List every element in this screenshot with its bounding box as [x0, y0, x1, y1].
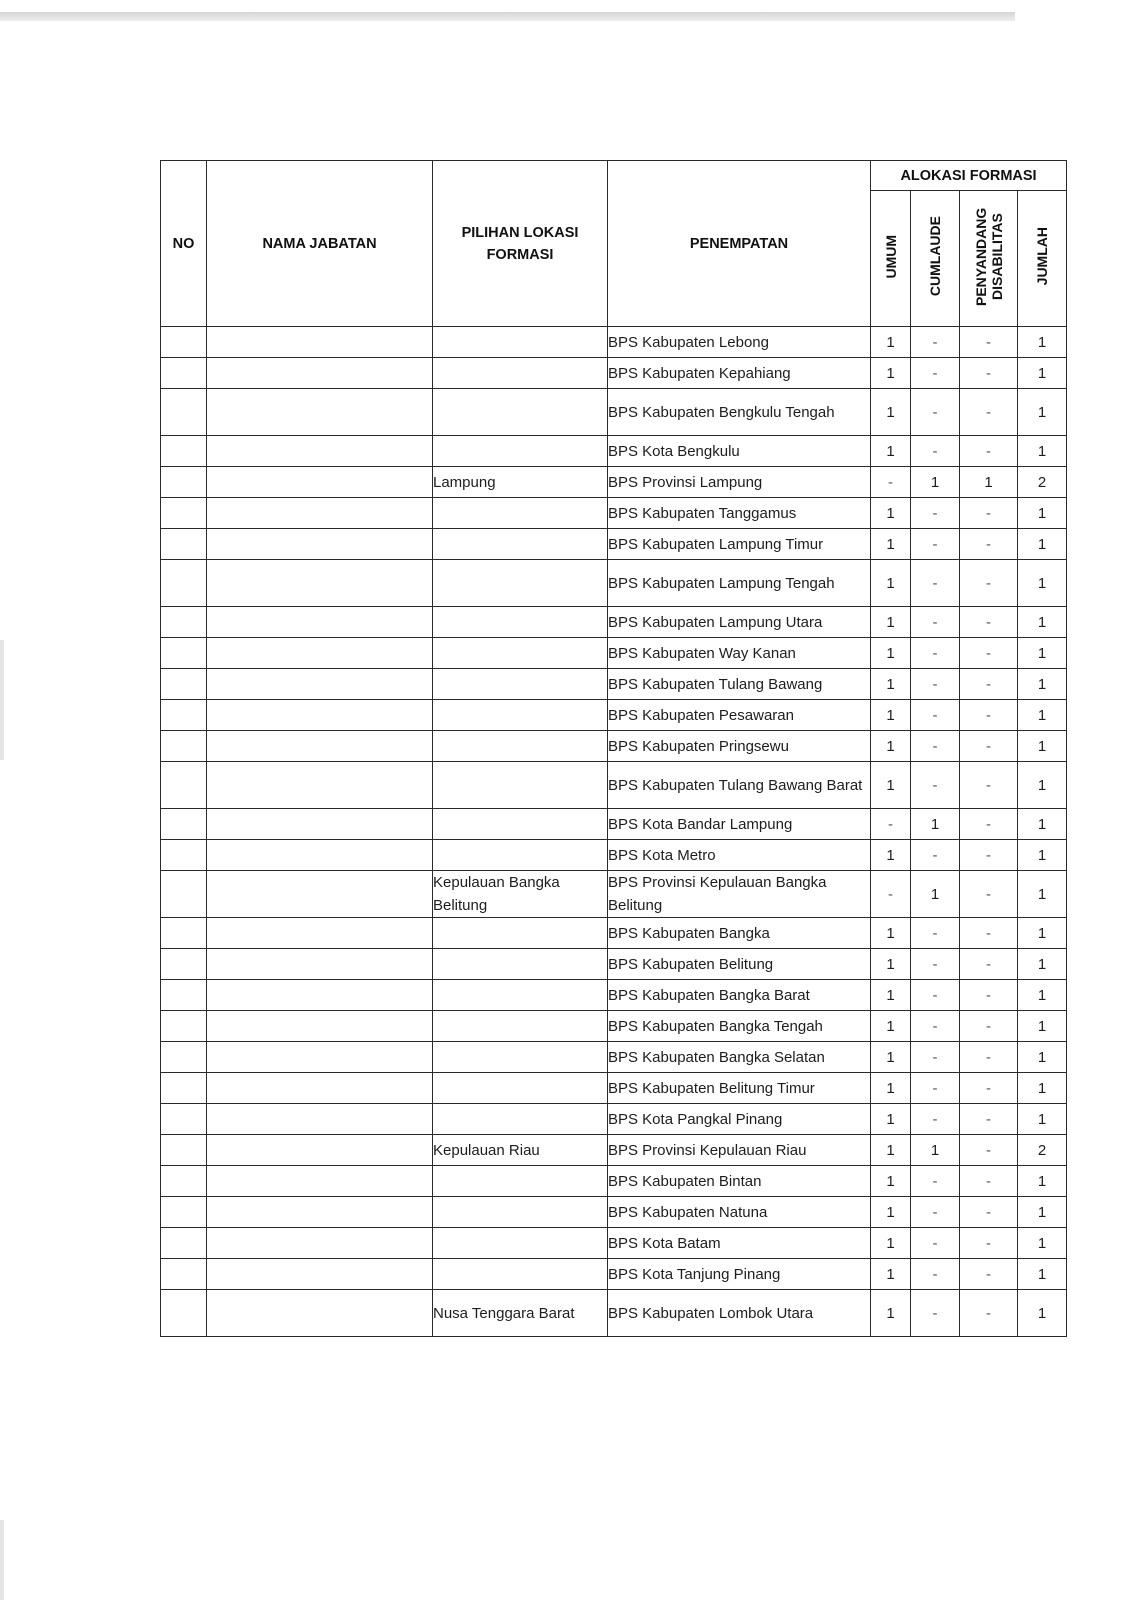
disabilitas-cell: -: [960, 980, 1018, 1011]
nama-jabatan-cell: [207, 1166, 433, 1197]
jumlah-cell: 1: [1018, 840, 1067, 871]
no-cell: [161, 467, 207, 498]
pilihan-lokasi-cell: [433, 840, 608, 871]
penempatan-cell: BPS Kota Batam: [608, 1228, 871, 1259]
cumlaude-cell: 1: [911, 1135, 960, 1166]
disabilitas-cell: -: [960, 1042, 1018, 1073]
nama-jabatan-cell: [207, 1135, 433, 1166]
umum-cell: 1: [871, 731, 911, 762]
disabilitas-cell: 1: [960, 467, 1018, 498]
cumlaude-cell: -: [911, 1197, 960, 1228]
header-disabilitas-cell: [960, 191, 1018, 327]
no-cell: [161, 1042, 207, 1073]
cumlaude-cell: -: [911, 389, 960, 436]
pilihan-lokasi-cell: [433, 498, 608, 529]
nama-jabatan-cell: [207, 871, 433, 918]
disabilitas-cell: -: [960, 1259, 1018, 1290]
header-penempatan: PENEMPATAN: [608, 161, 871, 327]
umum-cell: 1: [871, 1228, 911, 1259]
no-cell: [161, 809, 207, 840]
header-cumlaude-cell: [911, 191, 960, 327]
jumlah-cell: 1: [1018, 1073, 1067, 1104]
table-row: [161, 1135, 1067, 1166]
jumlah-cell: 1: [1018, 949, 1067, 980]
penempatan-cell: BPS Kota Bandar Lampung: [608, 809, 871, 840]
no-cell: [161, 1259, 207, 1290]
scan-edge-top: [0, 12, 1015, 21]
penempatan-cell: BPS Provinsi Kepulauan Bangka Belitung: [608, 871, 871, 918]
no-cell: [161, 529, 207, 560]
cumlaude-cell: -: [911, 498, 960, 529]
pilihan-lokasi-cell: [433, 1042, 608, 1073]
pilihan-lokasi-cell: [433, 436, 608, 467]
disabilitas-cell: -: [960, 529, 1018, 560]
penempatan-cell: BPS Kabupaten Natuna: [608, 1197, 871, 1228]
penempatan-cell: BPS Kabupaten Bintan: [608, 1166, 871, 1197]
pilihan-lokasi-cell: [433, 1011, 608, 1042]
no-cell: [161, 389, 207, 436]
jumlah-cell: 1: [1018, 1259, 1067, 1290]
jumlah-cell: 1: [1018, 638, 1067, 669]
no-cell: [161, 980, 207, 1011]
disabilitas-cell: -: [960, 389, 1018, 436]
penempatan-cell: BPS Kabupaten Bangka: [608, 918, 871, 949]
pilihan-lokasi-cell: [433, 1259, 608, 1290]
no-cell: [161, 1011, 207, 1042]
jumlah-cell: 1: [1018, 529, 1067, 560]
nama-jabatan-cell: [207, 327, 433, 358]
nama-jabatan-cell: [207, 560, 433, 607]
nama-jabatan-cell: [207, 1073, 433, 1104]
penempatan-cell: BPS Kabupaten Lampung Utara: [608, 607, 871, 638]
disabilitas-cell: -: [960, 669, 1018, 700]
no-cell: [161, 871, 207, 918]
umum-cell: 1: [871, 529, 911, 560]
table-body: [161, 327, 1067, 1337]
cumlaude-cell: -: [911, 1042, 960, 1073]
jumlah-cell: 1: [1018, 980, 1067, 1011]
umum-cell: -: [871, 467, 911, 498]
cumlaude-cell: -: [911, 529, 960, 560]
table-row: [161, 1290, 1067, 1337]
pilihan-lokasi-cell: [433, 762, 608, 809]
umum-cell: 1: [871, 327, 911, 358]
umum-cell: 1: [871, 1135, 911, 1166]
disabilitas-cell: -: [960, 1228, 1018, 1259]
nama-jabatan-cell: [207, 529, 433, 560]
umum-cell: 1: [871, 389, 911, 436]
disabilitas-cell: -: [960, 762, 1018, 809]
disabilitas-cell: -: [960, 1135, 1018, 1166]
table-row: [161, 529, 1067, 560]
jumlah-cell: 1: [1018, 1166, 1067, 1197]
table-row: [161, 918, 1067, 949]
pilihan-lokasi-cell: [433, 1197, 608, 1228]
disabilitas-cell: -: [960, 840, 1018, 871]
table-row: [161, 560, 1067, 607]
penempatan-cell: BPS Kabupaten Lombok Utara: [608, 1290, 871, 1337]
pilihan-lokasi-cell: Kepulauan Bangka Belitung: [433, 871, 608, 918]
no-cell: [161, 1166, 207, 1197]
cumlaude-cell: -: [911, 358, 960, 389]
header-pilihan-lokasi: PILIHAN LOKASI FORMASI: [433, 161, 608, 327]
penempatan-cell: BPS Kabupaten Bangka Tengah: [608, 1011, 871, 1042]
umum-cell: 1: [871, 1104, 911, 1135]
nama-jabatan-cell: [207, 700, 433, 731]
cumlaude-cell: -: [911, 918, 960, 949]
cumlaude-cell: -: [911, 762, 960, 809]
penempatan-cell: BPS Provinsi Kepulauan Riau: [608, 1135, 871, 1166]
umum-cell: 1: [871, 1073, 911, 1104]
nama-jabatan-cell: [207, 467, 433, 498]
header-umum: UMUM: [882, 234, 899, 279]
penempatan-cell: BPS Kabupaten Bengkulu Tengah: [608, 389, 871, 436]
jumlah-cell: 1: [1018, 1290, 1067, 1337]
table-row: [161, 389, 1067, 436]
cumlaude-cell: 1: [911, 809, 960, 840]
header-umum-cell: [871, 191, 911, 327]
cumlaude-cell: 1: [911, 467, 960, 498]
no-cell: [161, 327, 207, 358]
umum-cell: 1: [871, 980, 911, 1011]
table-row: [161, 731, 1067, 762]
umum-cell: 1: [871, 1290, 911, 1337]
umum-cell: 1: [871, 1166, 911, 1197]
header-penyandang-disabilitas: PENYANDANG DISABILITAS: [972, 207, 1005, 306]
nama-jabatan-cell: [207, 1197, 433, 1228]
jumlah-cell: 1: [1018, 1228, 1067, 1259]
disabilitas-cell: -: [960, 871, 1018, 918]
cumlaude-cell: -: [911, 949, 960, 980]
penempatan-cell: BPS Provinsi Lampung: [608, 467, 871, 498]
penempatan-cell: BPS Kota Pangkal Pinang: [608, 1104, 871, 1135]
pilihan-lokasi-cell: [433, 1228, 608, 1259]
disabilitas-cell: -: [960, 1104, 1018, 1135]
nama-jabatan-cell: [207, 980, 433, 1011]
header-jumlah: JUMLAH: [1034, 227, 1050, 286]
no-cell: [161, 1197, 207, 1228]
scan-edge-left-lower: [0, 1520, 4, 1600]
no-cell: [161, 607, 207, 638]
jumlah-cell: 1: [1018, 731, 1067, 762]
table-row: [161, 638, 1067, 669]
nama-jabatan-cell: [207, 1259, 433, 1290]
no-cell: [161, 1290, 207, 1337]
cumlaude-cell: -: [911, 669, 960, 700]
nama-jabatan-cell: [207, 1042, 433, 1073]
penempatan-cell: BPS Kabupaten Tanggamus: [608, 498, 871, 529]
table-row: [161, 1259, 1067, 1290]
pilihan-lokasi-cell: [433, 809, 608, 840]
table-row: [161, 327, 1067, 358]
penempatan-cell: BPS Kabupaten Pesawaran: [608, 700, 871, 731]
nama-jabatan-cell: [207, 358, 433, 389]
cumlaude-cell: -: [911, 1073, 960, 1104]
umum-cell: 1: [871, 669, 911, 700]
nama-jabatan-cell: [207, 607, 433, 638]
jumlah-cell: 1: [1018, 358, 1067, 389]
pilihan-lokasi-cell: [433, 669, 608, 700]
umum-cell: 1: [871, 762, 911, 809]
scan-edge-left: [0, 640, 4, 760]
no-cell: [161, 918, 207, 949]
disabilitas-cell: -: [960, 638, 1018, 669]
cumlaude-cell: -: [911, 731, 960, 762]
disabilitas-cell: -: [960, 1290, 1018, 1337]
cumlaude-cell: -: [911, 436, 960, 467]
penempatan-cell: BPS Kabupaten Pringsewu: [608, 731, 871, 762]
penempatan-cell: BPS Kabupaten Lampung Tengah: [608, 560, 871, 607]
table-row: [161, 871, 1067, 918]
disabilitas-cell: -: [960, 700, 1018, 731]
nama-jabatan-cell: [207, 1011, 433, 1042]
nama-jabatan-cell: [207, 1228, 433, 1259]
table-row: [161, 498, 1067, 529]
table-header: [161, 161, 1067, 327]
disabilitas-cell: -: [960, 358, 1018, 389]
no-cell: [161, 1104, 207, 1135]
disabilitas-cell: -: [960, 1011, 1018, 1042]
pilihan-lokasi-cell: [433, 358, 608, 389]
cumlaude-cell: 1: [911, 871, 960, 918]
cumlaude-cell: -: [911, 980, 960, 1011]
umum-cell: 1: [871, 1011, 911, 1042]
jumlah-cell: 1: [1018, 871, 1067, 918]
cumlaude-cell: -: [911, 607, 960, 638]
jumlah-cell: 1: [1018, 436, 1067, 467]
penempatan-cell: BPS Kabupaten Belitung Timur: [608, 1073, 871, 1104]
no-cell: [161, 700, 207, 731]
no-cell: [161, 731, 207, 762]
pilihan-lokasi-cell: [433, 1166, 608, 1197]
nama-jabatan-cell: [207, 809, 433, 840]
nama-jabatan-cell: [207, 731, 433, 762]
disabilitas-cell: -: [960, 560, 1018, 607]
pilihan-lokasi-cell: [433, 949, 608, 980]
nama-jabatan-cell: [207, 436, 433, 467]
no-cell: [161, 436, 207, 467]
nama-jabatan-cell: [207, 762, 433, 809]
umum-cell: 1: [871, 1197, 911, 1228]
penempatan-cell: BPS Kabupaten Bangka Selatan: [608, 1042, 871, 1073]
no-cell: [161, 762, 207, 809]
cumlaude-cell: -: [911, 327, 960, 358]
table-row: [161, 1104, 1067, 1135]
disabilitas-cell: -: [960, 731, 1018, 762]
cumlaude-cell: -: [911, 700, 960, 731]
table-row: [161, 1011, 1067, 1042]
nama-jabatan-cell: [207, 669, 433, 700]
table-row: [161, 1073, 1067, 1104]
table-row: [161, 358, 1067, 389]
disabilitas-cell: -: [960, 918, 1018, 949]
nama-jabatan-cell: [207, 949, 433, 980]
umum-cell: 1: [871, 358, 911, 389]
jumlah-cell: 1: [1018, 700, 1067, 731]
no-cell: [161, 1073, 207, 1104]
penempatan-cell: BPS Kabupaten Tulang Bawang Barat: [608, 762, 871, 809]
jumlah-cell: 1: [1018, 762, 1067, 809]
table-row: [161, 1042, 1067, 1073]
cumlaude-cell: -: [911, 840, 960, 871]
table-row: [161, 669, 1067, 700]
cumlaude-cell: -: [911, 1104, 960, 1135]
jumlah-cell: 1: [1018, 498, 1067, 529]
table-row: [161, 1228, 1067, 1259]
cumlaude-cell: -: [911, 638, 960, 669]
nama-jabatan-cell: [207, 1104, 433, 1135]
disabilitas-cell: -: [960, 607, 1018, 638]
pilihan-lokasi-cell: [433, 1073, 608, 1104]
formasi-table: [160, 160, 1067, 1337]
nama-jabatan-cell: [207, 918, 433, 949]
umum-cell: -: [871, 871, 911, 918]
no-cell: [161, 638, 207, 669]
no-cell: [161, 560, 207, 607]
table-row: [161, 949, 1067, 980]
pilihan-lokasi-cell: [433, 700, 608, 731]
umum-cell: 1: [871, 560, 911, 607]
pilihan-lokasi-cell: [433, 638, 608, 669]
jumlah-cell: 1: [1018, 809, 1067, 840]
pilihan-lokasi-cell: [433, 560, 608, 607]
cumlaude-cell: -: [911, 560, 960, 607]
pilihan-lokasi-cell: [433, 918, 608, 949]
penempatan-cell: BPS Kabupaten Belitung: [608, 949, 871, 980]
disabilitas-cell: -: [960, 809, 1018, 840]
cumlaude-cell: -: [911, 1228, 960, 1259]
jumlah-cell: 2: [1018, 1135, 1067, 1166]
penempatan-cell: BPS Kabupaten Way Kanan: [608, 638, 871, 669]
nama-jabatan-cell: [207, 840, 433, 871]
jumlah-cell: 1: [1018, 918, 1067, 949]
no-cell: [161, 669, 207, 700]
jumlah-cell: 2: [1018, 467, 1067, 498]
disabilitas-cell: -: [960, 949, 1018, 980]
umum-cell: 1: [871, 840, 911, 871]
header-jumlah-cell: [1018, 191, 1067, 327]
no-cell: [161, 949, 207, 980]
jumlah-cell: 1: [1018, 327, 1067, 358]
jumlah-cell: 1: [1018, 560, 1067, 607]
table-row: [161, 840, 1067, 871]
header-nama-jabatan: NAMA JABATAN: [207, 161, 433, 327]
umum-cell: 1: [871, 949, 911, 980]
penempatan-cell: BPS Kabupaten Bangka Barat: [608, 980, 871, 1011]
penempatan-cell: BPS Kabupaten Tulang Bawang: [608, 669, 871, 700]
pilihan-lokasi-cell: [433, 731, 608, 762]
jumlah-cell: 1: [1018, 669, 1067, 700]
pilihan-lokasi-cell: [433, 1104, 608, 1135]
header-no: NO: [161, 161, 207, 327]
jumlah-cell: 1: [1018, 1042, 1067, 1073]
table-row: [161, 1197, 1067, 1228]
table-row: [161, 762, 1067, 809]
table-row: [161, 700, 1067, 731]
no-cell: [161, 498, 207, 529]
disabilitas-cell: -: [960, 498, 1018, 529]
cumlaude-cell: -: [911, 1290, 960, 1337]
table-row: [161, 607, 1067, 638]
nama-jabatan-cell: [207, 1290, 433, 1337]
pilihan-lokasi-cell: [433, 607, 608, 638]
jumlah-cell: 1: [1018, 1011, 1067, 1042]
nama-jabatan-cell: [207, 498, 433, 529]
umum-cell: 1: [871, 918, 911, 949]
penempatan-cell: BPS Kabupaten Lampung Timur: [608, 529, 871, 560]
umum-cell: 1: [871, 1259, 911, 1290]
umum-cell: 1: [871, 498, 911, 529]
pilihan-lokasi-cell: [433, 529, 608, 560]
table-row: [161, 1166, 1067, 1197]
penempatan-cell: BPS Kota Bengkulu: [608, 436, 871, 467]
disabilitas-cell: -: [960, 436, 1018, 467]
table-row: [161, 436, 1067, 467]
jumlah-cell: 1: [1018, 607, 1067, 638]
no-cell: [161, 358, 207, 389]
disabilitas-cell: -: [960, 1197, 1018, 1228]
disabilitas-cell: -: [960, 1073, 1018, 1104]
no-cell: [161, 1135, 207, 1166]
no-cell: [161, 840, 207, 871]
jumlah-cell: 1: [1018, 389, 1067, 436]
pilihan-lokasi-cell: [433, 327, 608, 358]
table-row: [161, 809, 1067, 840]
pilihan-lokasi-cell: [433, 980, 608, 1011]
pilihan-lokasi-cell: [433, 389, 608, 436]
umum-cell: -: [871, 809, 911, 840]
nama-jabatan-cell: [207, 389, 433, 436]
pilihan-lokasi-cell: Lampung: [433, 467, 608, 498]
penempatan-cell: BPS Kabupaten Kepahiang: [608, 358, 871, 389]
cumlaude-cell: -: [911, 1166, 960, 1197]
cumlaude-cell: -: [911, 1259, 960, 1290]
pilihan-lokasi-cell: Kepulauan Riau: [433, 1135, 608, 1166]
header-alokasi-formasi: ALOKASI FORMASI: [871, 161, 1067, 191]
pilihan-lokasi-cell: Nusa Tenggara Barat: [433, 1290, 608, 1337]
umum-cell: 1: [871, 638, 911, 669]
disabilitas-cell: -: [960, 327, 1018, 358]
umum-cell: 1: [871, 607, 911, 638]
umum-cell: 1: [871, 436, 911, 467]
umum-cell: 1: [871, 700, 911, 731]
header-cumlaude: CUMLAUDE: [927, 216, 943, 297]
table-row: [161, 980, 1067, 1011]
disabilitas-cell: -: [960, 1166, 1018, 1197]
no-cell: [161, 1228, 207, 1259]
jumlah-cell: 1: [1018, 1197, 1067, 1228]
jumlah-cell: 1: [1018, 1104, 1067, 1135]
cumlaude-cell: -: [911, 1011, 960, 1042]
penempatan-cell: BPS Kabupaten Lebong: [608, 327, 871, 358]
penempatan-cell: BPS Kota Metro: [608, 840, 871, 871]
table-row: [161, 467, 1067, 498]
nama-jabatan-cell: [207, 638, 433, 669]
umum-cell: 1: [871, 1042, 911, 1073]
penempatan-cell: BPS Kota Tanjung Pinang: [608, 1259, 871, 1290]
